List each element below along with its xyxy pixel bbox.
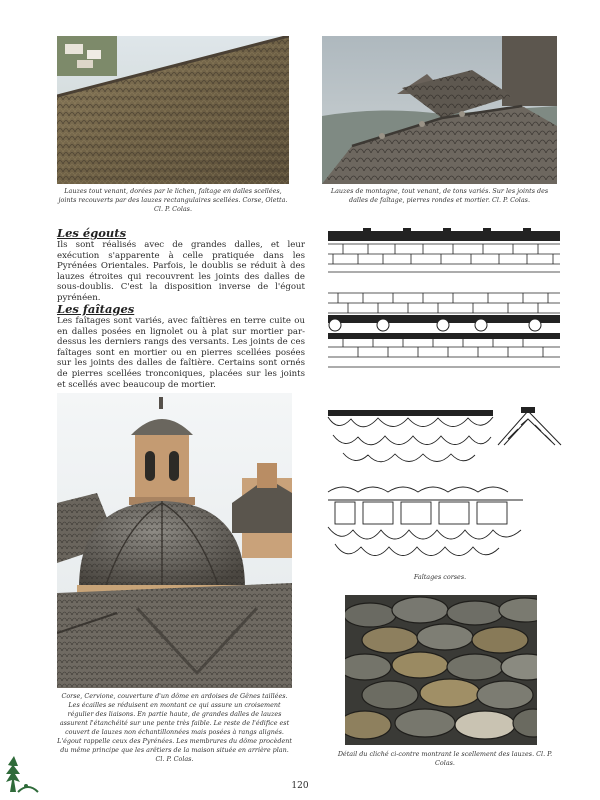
sketch-faitage-corse-1 bbox=[323, 405, 563, 475]
page-number: 120 bbox=[291, 781, 309, 791]
photo-lauzes-detail bbox=[345, 595, 537, 745]
caption-sketch: Faîtages corses. bbox=[413, 573, 467, 581]
sketch-egout-1 bbox=[323, 226, 563, 276]
caption-top-left: Lauzes tout venant, dorées par le lichen, faîtage en dalles scellées, joints recouverts par des lauzes rectangulaires scellées. Corse, Oletta. Cl. P. Colas. bbox=[58, 187, 288, 213]
section-title-egouts: Les égouts bbox=[57, 226, 127, 240]
section-title-faitages: Les faîtages bbox=[57, 302, 135, 316]
photo-mountain-roof bbox=[322, 36, 557, 184]
photo-cervione-dome bbox=[57, 393, 292, 688]
sketch-egout-2 bbox=[323, 285, 563, 375]
sketch-faitage-corse-2 bbox=[323, 482, 533, 567]
section-text-egouts: Ils sont réalisés avec de grandes dalles, et leur exécution s'apparente à celle pratiquée dans les Pyrénées Orientales. Parfois, le doublis se réduit à des lauzes étroites qui recouvrent les joints des dalles de sous-doublis. C'est la disposition inverse de l'égout pyrénéen. bbox=[57, 240, 305, 303]
photo-oletta-roof bbox=[57, 36, 289, 184]
caption-top-right: Lauzes de montagne, tout venant, de tons variés. Sur les joints des dalles de faîtage, pierres rondes et mortier. Cl. P. Colas. bbox=[330, 187, 549, 204]
caption-bottom-left: Corse, Cervione, couverture d'un dôme en ardoises de Gênes taillées. Les écailles se réduisent en montant ce qui assure un croisement régulier des liaisons. En partie haute, de grandes dalles de lauzes assurent l'étanchéité sur une pente très faible. Le reste de l'édifice est couvert de lauzes non échantillonnées mais posées à rangs alignés. L'égout rappelle ceux des Pyrénées. Les membrures du dôme procèdent du même principe que les arêtiers de la maison située en arrière plan. Cl. P. Colas. bbox=[57, 692, 292, 763]
section-text-faitages: Les faîtages sont variés, avec faîtières en terre cuite ou en dalles posées en lignolet ou à plat sur mortier par-dessus les derniers rangs des versants. Les joints de ces faîtages sont en mortier ou en pierres scellées posées sur les joints des dalles de faîtière. Certains sont ornés de pierres scellées tronconiques, placées sur les joints et scellés avec beaucoup de mortier. bbox=[57, 316, 305, 390]
caption-bottom-right: Détail du cliché ci-contre montrant le scellement des lauzes. Cl. P. Colas. bbox=[337, 750, 553, 767]
